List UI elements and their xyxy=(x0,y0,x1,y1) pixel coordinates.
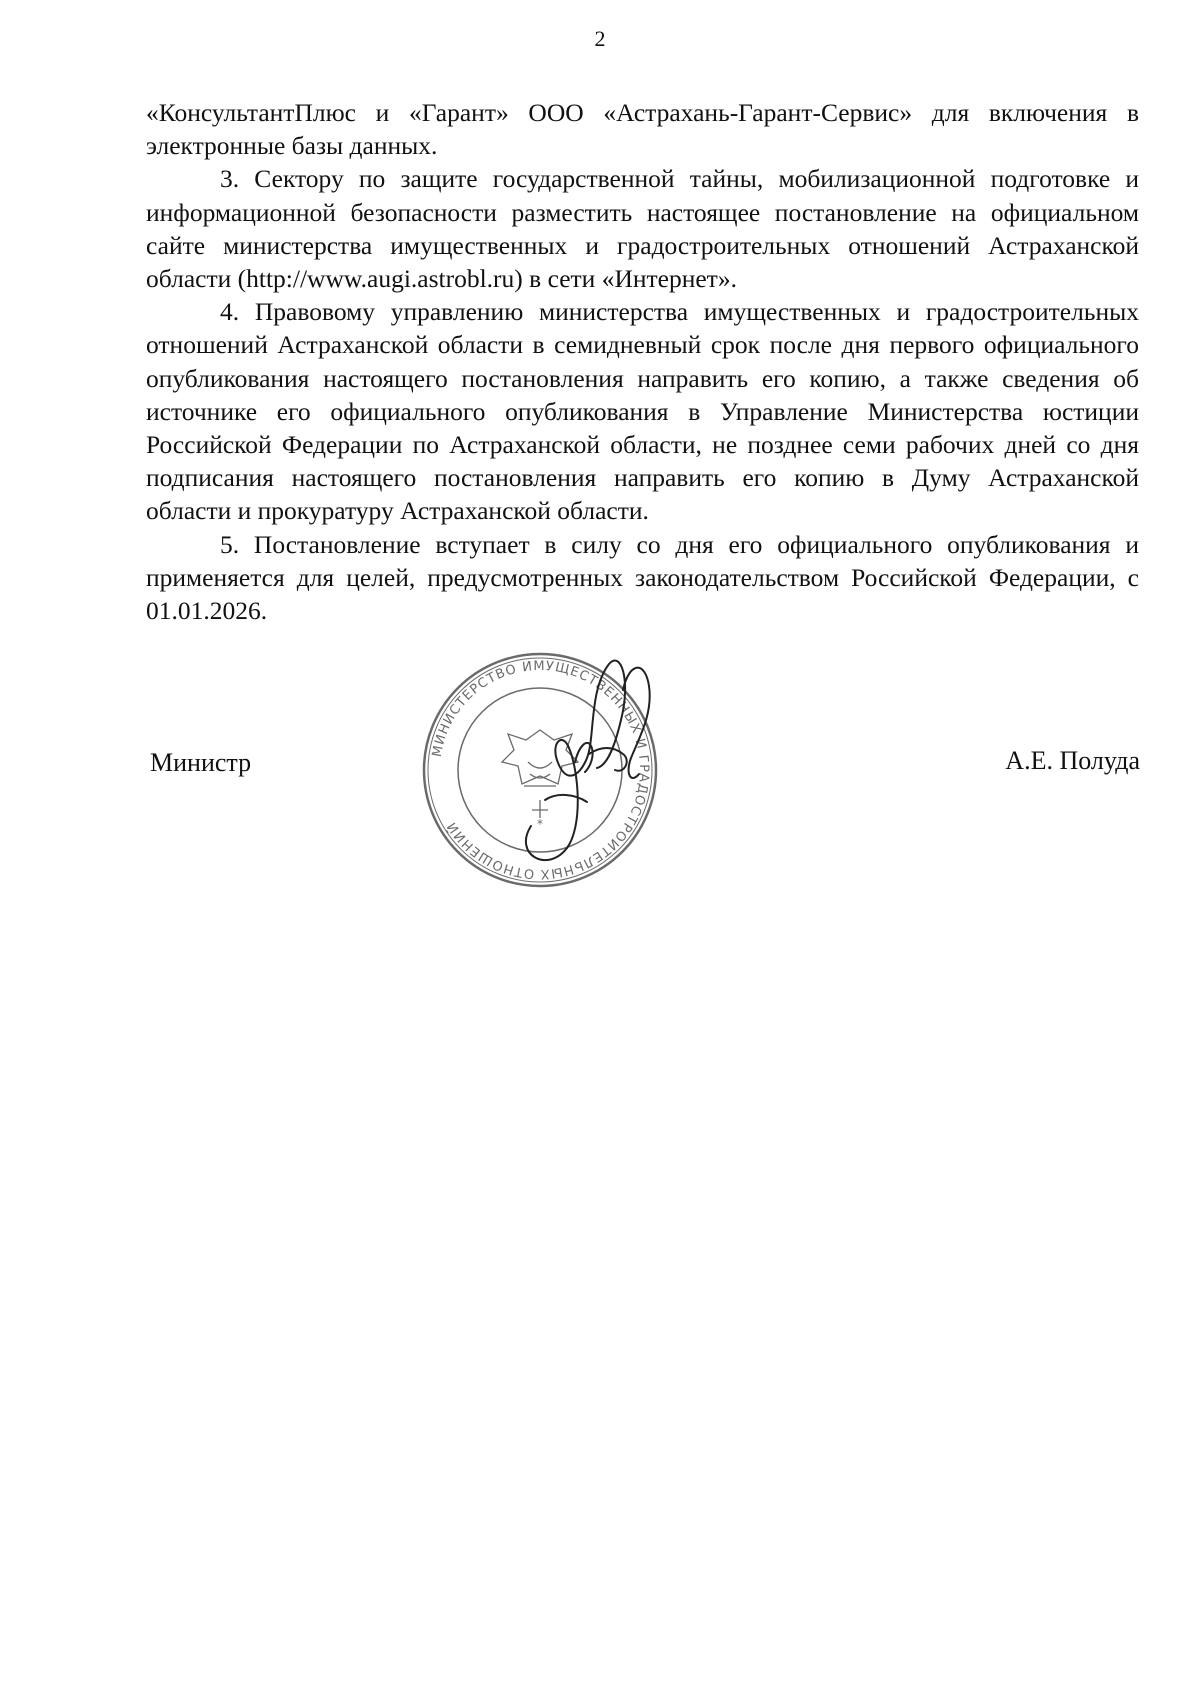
handwritten-signature xyxy=(505,650,665,880)
paragraph-item-5: 5. Постановление вступает в силу со дня его официального опубликования и применяется для целей, предусмотренных законодательством Российской Федерации, с 01.01.2026. xyxy=(146,529,1139,626)
page-number: 2 xyxy=(594,26,606,51)
svg-text:*: * xyxy=(537,817,543,831)
paragraph-item-4: 4. Правовому управлению министерства имущественных и градостроительных отношений Астраханской области в семидневный срок после дня первого официального опубликования настоящего постановления направить его копию, а также сведения об источнике его официального опубликования в Управление Министерства юстиции Российской Федерации по Астраханской области, не позднее семи рабочих дней со дня подписания настоящего постановления направить его копию в Думу Астраханской области и прокуратуру Астраханской области. xyxy=(146,297,1139,526)
signer-position: Министр xyxy=(150,748,252,777)
paragraph-continuation: «КонсультантПлюс и «Гарант» ООО «Астрахань-Гарант-Сервис» для включения в электронные базы данных. xyxy=(146,98,1139,161)
svg-text:МИНИСТЕРСТВО ИМУЩЕСТВЕННЫХ И Г: МИНИСТЕРСТВО ИМУЩЕСТВЕННЫХ И ГРАДОСТРОИТЕЛЬНЫХ ОТНОШЕНИЙ xyxy=(429,658,652,882)
signer-name: А.Е. Полуда xyxy=(1005,746,1140,775)
document-body xyxy=(146,96,1139,627)
paragraph-item-3: 3. Сектору по защите государственной тайны, мобилизационной подготовке и информационной безопасности разместить настоящее постановление на официальном сайте министерства имущественных и градостроительных отношений Астраханской области (http://www.augi.astrobl.ru) в сети «Интернет». xyxy=(146,164,1139,294)
